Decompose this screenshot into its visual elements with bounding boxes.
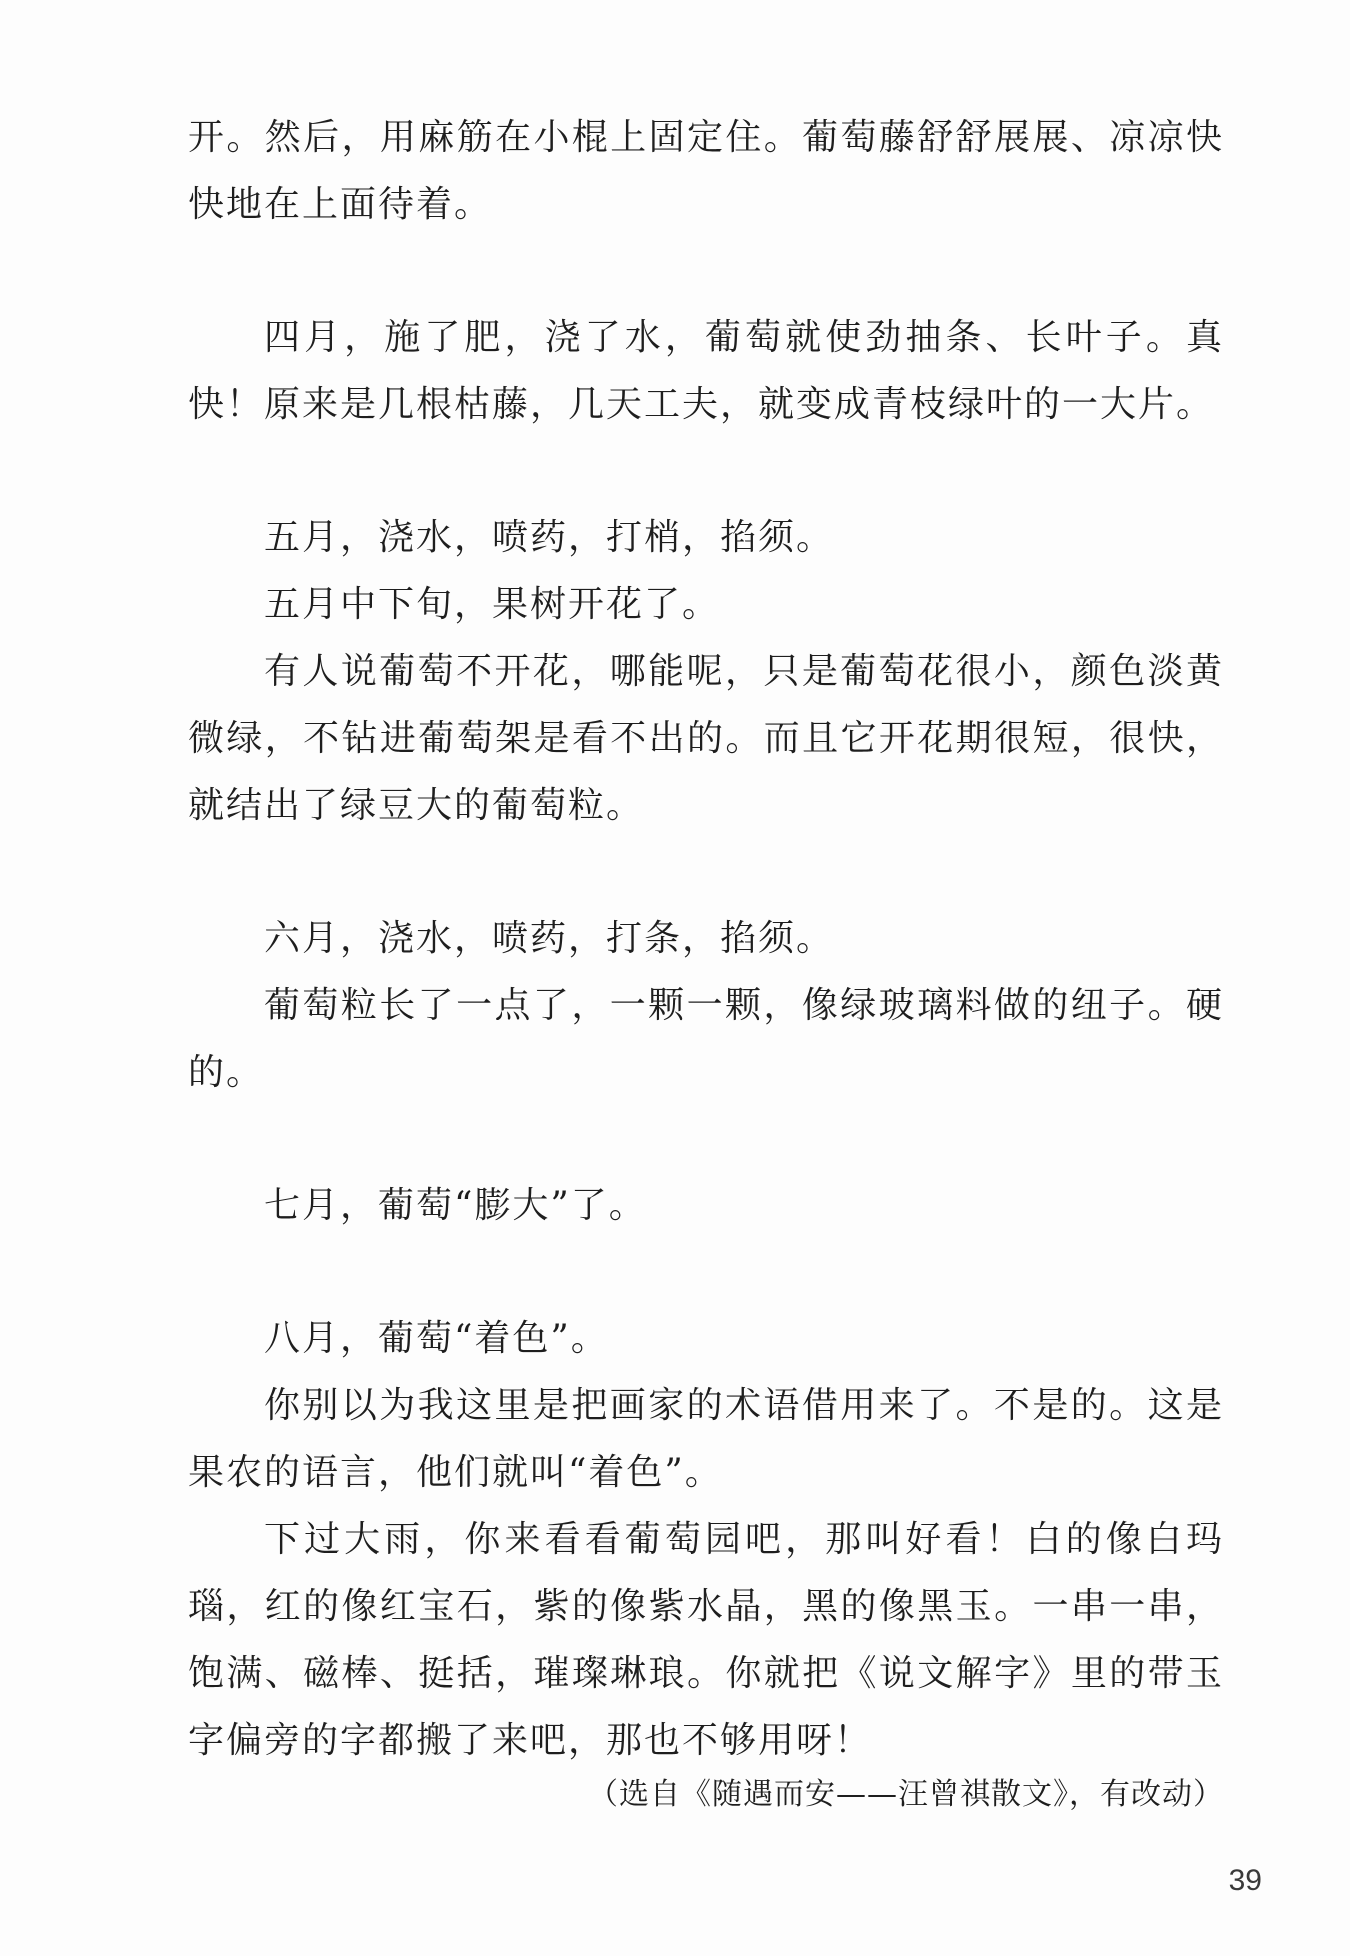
paragraph-gap	[188, 438, 1224, 504]
paragraph-1: 开。然后，用麻筋在小棍上固定住。葡萄藤舒舒展展、凉凉快快地在上面待着。	[188, 117, 1224, 225]
paragraph-7: 葡萄粒长了一点了，一颗一颗，像绿玻璃料做的纽子。硬的。	[188, 985, 1224, 1093]
page-number: 39	[1228, 1864, 1262, 1897]
paragraph-2: 四月，施了肥，浇了水，葡萄就使劲抽条、长叶子。真快！原来是几根枯藤，几天工夫，就变成青枝绿叶的一大片。	[188, 317, 1224, 425]
paragraph-gap	[188, 1239, 1224, 1305]
paragraph-9: 八月，葡萄“着色”。	[264, 1318, 609, 1359]
paragraph-11: 下过大雨，你来看看葡萄园吧，那叫好看！白的像白玛瑙，红的像红宝石，紫的像紫水晶，黑的像黑玉。一串一串，饱满、磁棒、挺括，璀璨琳琅。你就把《说文解字》里的带玉字偏旁的字都搬了来吧，那也不够用呀！	[188, 1519, 1224, 1761]
paragraph-gap	[188, 1106, 1224, 1172]
paragraph-10: 你别以为我这里是把画家的术语借用来了。不是的。这是果农的语言，他们就叫“着色”。	[188, 1385, 1224, 1493]
body-text	[188, 104, 1224, 1774]
source-citation: （选自《随遇而安——汪曾祺散文》，有改动）	[588, 1777, 1224, 1812]
paragraph-8: 七月，葡萄“膨大”了。	[264, 1185, 647, 1226]
paragraph-4: 五月中下旬，果树开花了。	[264, 584, 721, 625]
paragraph-gap	[188, 839, 1224, 905]
paragraph-3: 五月，浇水，喷药，打梢，掐须。	[264, 517, 835, 558]
paragraph-6: 六月，浇水，喷药，打条，掐须。	[264, 918, 835, 959]
paragraph-gap	[188, 238, 1224, 304]
paragraph-5: 有人说葡萄不开花，哪能呢，只是葡萄花很小，颜色淡黄微绿，不钻进葡萄架是看不出的。而且它开花期很短，很快，就结出了绿豆大的葡萄粒。	[188, 651, 1224, 826]
